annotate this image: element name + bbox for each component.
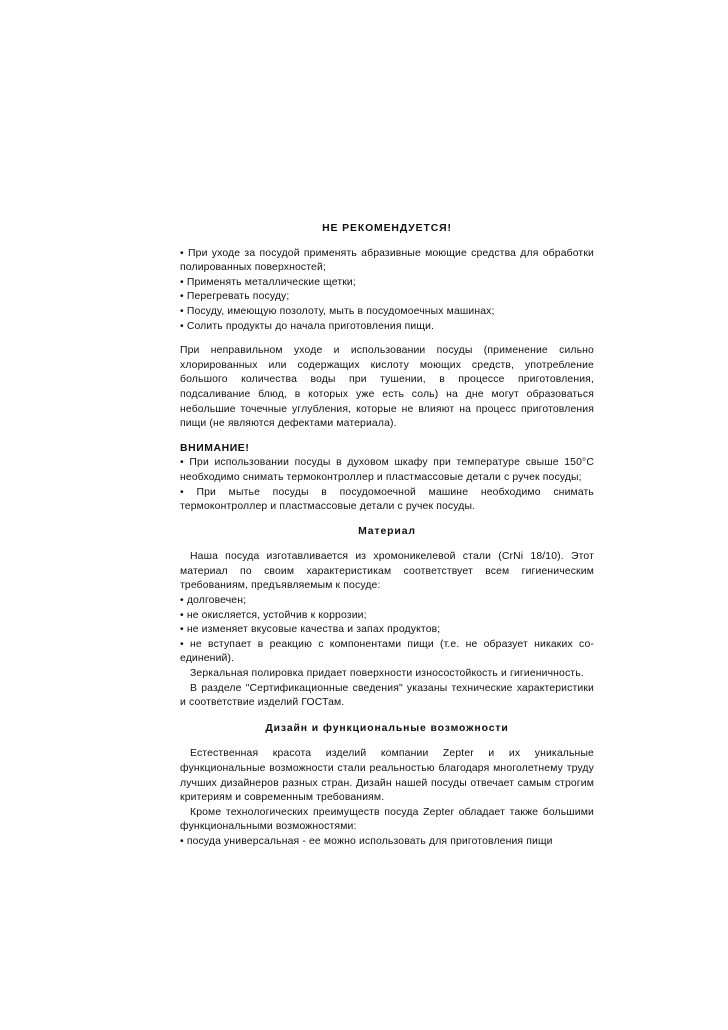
list-item: • не окисляется, устойчив к коррозии;	[180, 609, 594, 624]
design-features-list	[180, 835, 594, 850]
not-recommended-list	[180, 247, 594, 335]
attention-list	[180, 456, 594, 514]
list-item: • долговечен;	[180, 594, 594, 609]
improper-care-paragraph: При неправильном уходе и использовании посуды (применение сильно хлорированных или содержащих кислоту моющих средств, употребление большого количества воды при тушении, в процессе приготовления, подсаливание блюд, в которых уже есть соль) на дне могут образоваться небольшие точечные углубления, которые не влияют на процесс приготовления пищи (не являются дефектами материала).	[180, 345, 594, 430]
certification-paragraph: В разделе "Сертификационные сведения" указаны технические характеристики и соответствие изделий ГОСТам.	[180, 682, 594, 709]
list-item: • Перегревать посуду;	[180, 290, 594, 305]
design-heading: Дизайн и функциональные возможности	[265, 722, 509, 734]
design-paragraph-1: Естественная красота изделий компании Zepter и их уникальные функциональные возможности стали реальностью благодаря многолетнему труду лучших дизайнеров разных стран. Дизайн нашей посуды отвечает самым строгим критериям и современным требованиям.	[180, 748, 594, 804]
list-item: • Применять металлические щетки;	[180, 276, 594, 291]
list-item: • Солить продукты до начала приготовления пищи.	[180, 320, 594, 335]
list-item: • не вступает в реакцию с компонентами пищи (т.е. не образует никаких со-единений).	[180, 638, 594, 667]
design-paragraph-2: Кроме технологических преимуществ посуда Zepter обладает также большими функциональными возможностями:	[180, 806, 594, 833]
not-recommended-section	[180, 222, 594, 334]
mirror-polish-paragraph: Зеркальная полировка придает поверхности износостойкость и гигиеничность.	[190, 668, 584, 680]
list-item: • При мытье посуды в посудомоечной машине необходимо снимать термоконтроллер и пластмассовые детали с ручек посуды.	[180, 486, 594, 515]
attention-heading: ВНИМАНИЕ!	[180, 442, 250, 454]
design-section	[180, 722, 594, 850]
material-properties-list	[180, 594, 594, 667]
material-heading: Материал	[358, 525, 416, 537]
list-item: • посуда универсальная - ее можно использовать для приготовления пищи	[180, 835, 594, 850]
document-page	[180, 222, 594, 850]
list-item: • При уходе за посудой применять абразивные моющие средства для обработки полированных поверхностей;	[180, 247, 594, 276]
list-item: • не изменяет вкусовые качества и запах продуктов;	[180, 623, 594, 638]
list-item: • При использовании посуды в духовом шкафу при температуре свыше 150°С необходимо снимать термоконтроллер и пластмассовые детали с ручек посуды;	[180, 456, 594, 485]
attention-section	[180, 442, 594, 515]
material-intro: Наша посуда изготавливается из хромоникелевой стали (CrNi 18/10). Этот материал по своим характеристикам соответствует всем гигиеническим требованиям, предъявляемым к посуде:	[180, 551, 594, 592]
improper-care-section	[180, 344, 594, 432]
list-item: • Посуду, имеющую позолоту, мыть в посудомоечных машинах;	[180, 305, 594, 320]
material-section	[180, 525, 594, 711]
not-recommended-heading: НЕ РЕКОМЕНДУЕТСЯ!	[322, 223, 452, 234]
